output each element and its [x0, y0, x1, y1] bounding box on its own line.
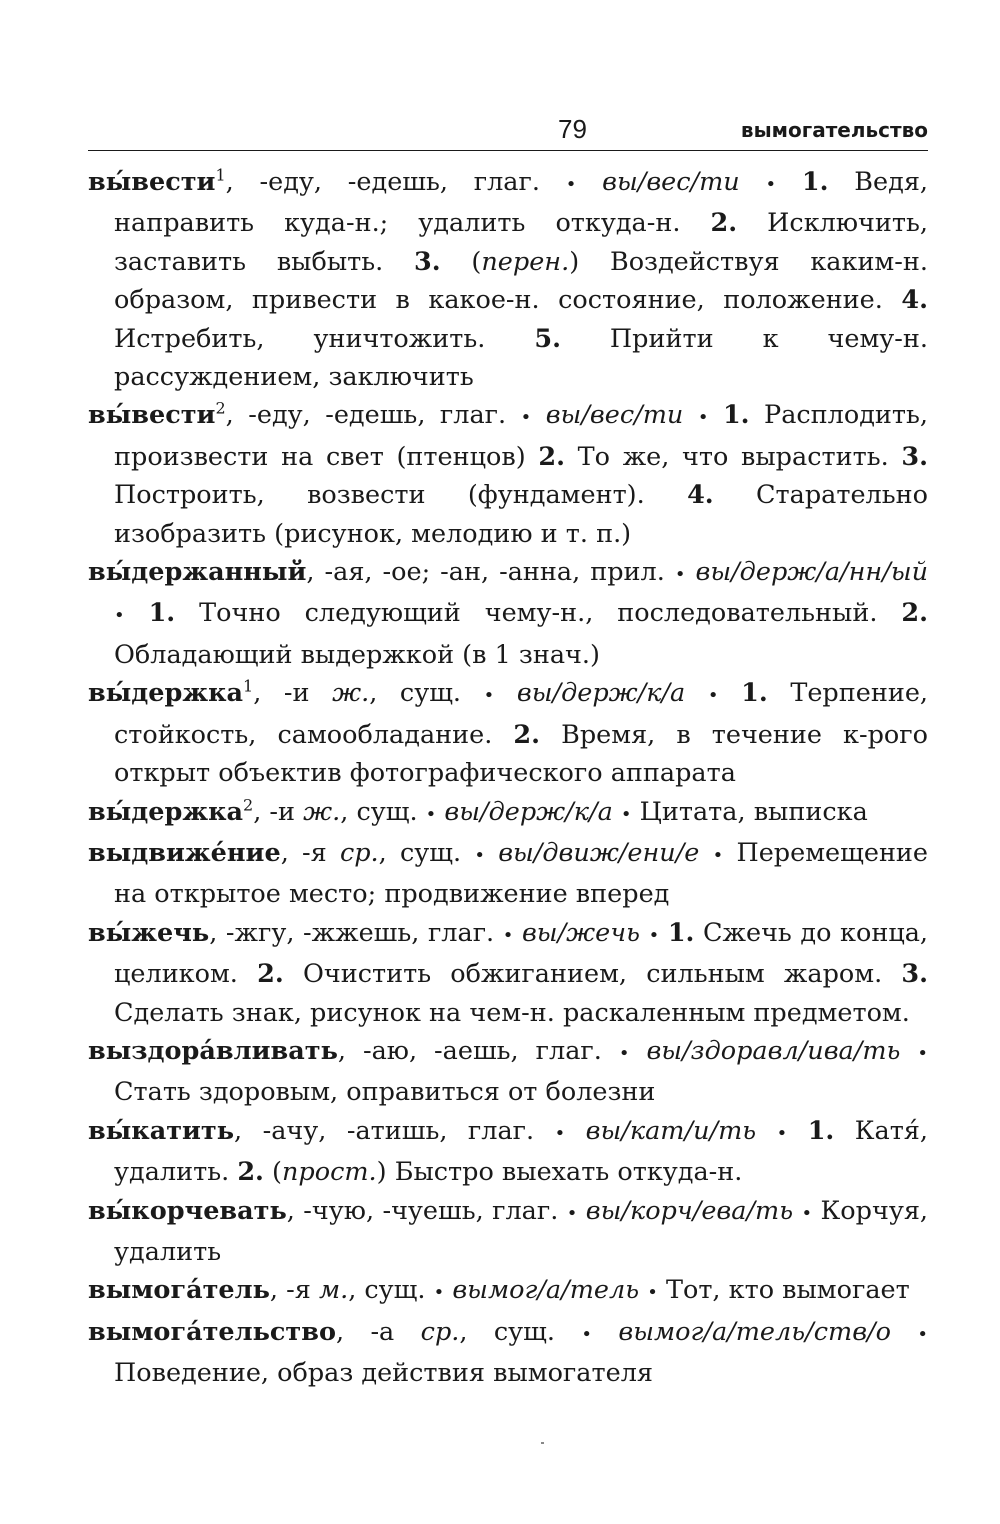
- headword: вы́жечь: [88, 917, 210, 948]
- headword: вы́держка: [88, 678, 244, 709]
- running-head: вымогательство: [740, 118, 928, 142]
- definition: Катя́, удалить.: [114, 1115, 928, 1188]
- bullet-icon: [713, 845, 724, 866]
- definition: Истребить, уничтожить.: [114, 323, 535, 354]
- definition: Перемещение на открытое место; продвижение вперед: [114, 837, 929, 910]
- grammar-forms: , -жгу, -жжешь, глаг.: [209, 917, 503, 948]
- morpheme-breakdown: вы/вес/ти: [602, 167, 740, 197]
- sense-number: 2.: [257, 959, 284, 990]
- definition: Воздействуя каким-н. образом, привести в какое-н. состояние, положение.: [114, 246, 928, 316]
- bullet-icon: [619, 1043, 630, 1064]
- definition: Терпение, стойкость, самообладание.: [114, 678, 929, 750]
- entry-vyderzhka-2: [88, 793, 928, 834]
- sense-number: 3.: [901, 441, 928, 472]
- gender-label: ср.: [420, 1316, 460, 1347]
- bullet-icon: [567, 1203, 578, 1224]
- bullet-icon: [675, 564, 686, 585]
- definition: Прийти к чему-н. рассуждением, заключить: [114, 323, 929, 393]
- entry-vyzhech: [88, 914, 928, 1032]
- bullet-icon: [503, 925, 514, 946]
- page-number: 79: [558, 114, 587, 144]
- gender-label: м.: [318, 1275, 349, 1306]
- definition: Исключить, заставить выбыть.: [114, 208, 928, 277]
- morpheme-breakdown: вы/держ/к/а: [444, 796, 613, 827]
- grammar-forms: , -ая, -ое; -ан, -анна, прил.: [306, 557, 675, 588]
- usage-note: перен.: [481, 246, 570, 277]
- grammar-forms: , сущ.: [378, 837, 475, 868]
- entry-vyderzhka-1: [88, 674, 928, 792]
- grammar-forms: , сущ.: [459, 1316, 582, 1347]
- morpheme-breakdown: вы/движ/ени/е: [498, 837, 700, 868]
- entry-vymogatel: [88, 1271, 928, 1312]
- sense-number: 4.: [901, 285, 928, 316]
- grammar-forms: , -чую, -чуешь, глаг.: [286, 1195, 567, 1226]
- bullet-icon: [581, 1324, 592, 1345]
- morpheme-breakdown: вы/держ/а/нн/ый: [695, 557, 929, 588]
- entry-vyvesti-1: вы́вести$^1$, -еду, -едешь, глаг. • вы/вес/ти • 1. Ведя, направить куда-н.; удалить откуда-н. 2. Исключить, заставить выбыть. 3. (перен.) Воздействуя каким-н. образом, привести в какое-н. состояние, положение. 4. Истребить, уничтожить. 5. Прийти к чему-н. рассуждением, заключить: [88, 163, 928, 396]
- bullet-icon: [649, 925, 660, 946]
- homonym-index: 2: [215, 398, 226, 418]
- sense-number: 1.: [148, 598, 176, 629]
- sense-number: 2.: [538, 441, 565, 472]
- headword: вы́держка: [88, 796, 244, 827]
- morpheme-breakdown: вы/вес/ти: [545, 400, 684, 431]
- sense-number: 1.: [741, 678, 768, 709]
- sense-number: 3.: [414, 246, 441, 277]
- gender-label: ср.: [339, 837, 379, 868]
- headword: вымога́тель: [88, 1275, 270, 1306]
- morpheme-breakdown: вы/жечь: [521, 917, 640, 948]
- definition: Корчуя, удалить: [114, 1195, 929, 1267]
- morpheme-breakdown: вы/здоравл/ива/ть: [646, 1035, 901, 1066]
- bullet-icon: [708, 685, 719, 706]
- headword: вы́корчевать: [88, 1195, 287, 1226]
- entry-vyderzhannyi: [88, 553, 928, 674]
- definition: Стать здоровым, оправиться от болезни: [114, 1077, 656, 1108]
- definition: Очистить обжиганием, сильным жаром.: [283, 959, 902, 990]
- entry-vymogatelstvo: [88, 1313, 928, 1393]
- bullet-icon: [114, 605, 125, 626]
- grammar-forms: , сущ.: [369, 678, 484, 709]
- bullet-icon: [426, 804, 437, 825]
- definition: Цитата, выписка: [631, 796, 868, 827]
- definition: Время, в течение к-рого открыт объектив фотографического аппарата: [114, 719, 928, 789]
- bullet-icon: [621, 804, 632, 825]
- headword: вы́вести: [88, 167, 216, 197]
- entry-list: [88, 163, 928, 1393]
- grammar-forms: , -я: [269, 1275, 319, 1306]
- grammar-forms: , -еду, -едешь, глаг.: [225, 167, 566, 197]
- bullet-icon: [484, 685, 495, 706]
- grammar-forms: , -и: [253, 796, 304, 827]
- sense-number: 2.: [710, 208, 738, 239]
- definition: Расплодить, произвести на свет (птенцов): [114, 400, 929, 472]
- definition: Быстро выехать откуда-н.: [386, 1157, 743, 1188]
- headword: вымога́тельство: [88, 1316, 336, 1347]
- homonym-index: 1: [215, 165, 226, 185]
- bullet-icon: [647, 1282, 658, 1303]
- sense-number: 1.: [807, 1115, 835, 1146]
- page-header: [88, 110, 928, 151]
- grammar-forms: , -еду, -едешь, глаг.: [225, 400, 521, 431]
- grammar-forms: , сущ.: [340, 796, 426, 827]
- grammar-forms: , -я: [280, 837, 340, 868]
- sense-number: 1.: [801, 167, 829, 197]
- print-speck: [541, 1442, 544, 1444]
- definition: Точно следующий чему-н., последовательный.: [175, 598, 902, 629]
- sense-number: 2.: [901, 598, 929, 629]
- definition: То же, что вырастить.: [564, 441, 902, 472]
- sense-number: 1.: [667, 917, 695, 948]
- definition: Тот, кто вымогает: [657, 1275, 910, 1306]
- usage-note: прост.: [282, 1157, 377, 1188]
- sense-number: 1.: [722, 400, 750, 431]
- entry-vyzdoravlivat: [88, 1032, 928, 1112]
- morpheme-breakdown: вымог/а/тель: [452, 1275, 640, 1306]
- homonym-index: 2: [243, 795, 254, 814]
- definition: Старательно изобразить (рисунок, мелодию и т. п.): [114, 480, 928, 549]
- bullet-icon: [521, 407, 532, 428]
- bullet-icon: [566, 174, 577, 195]
- bullet-icon: [777, 1123, 788, 1144]
- grammar-forms: , -ачу, -атишь, глаг.: [234, 1115, 555, 1146]
- morpheme-breakdown: вымог/а/тель/ств/о: [618, 1316, 891, 1347]
- bullet-icon: [434, 1282, 445, 1303]
- bullet-icon: [917, 1324, 928, 1345]
- sense-number: 2.: [237, 1157, 264, 1188]
- headword: выздора́вливать: [88, 1035, 338, 1066]
- morpheme-breakdown: вы/кат/и/ть: [585, 1115, 757, 1146]
- homonym-index: 1: [243, 676, 254, 696]
- headword: вы́держанный: [88, 557, 307, 588]
- bullet-icon: [698, 407, 709, 428]
- entry-vydvizhenie: [88, 834, 928, 914]
- sense-number: 2.: [513, 719, 541, 750]
- headword: выдвиже́ние: [88, 837, 281, 868]
- grammar-forms: , -а: [335, 1316, 421, 1347]
- bullet-icon: [474, 845, 485, 866]
- headword: вы́вести: [88, 400, 216, 431]
- grammar-forms: , -аю, -аешь, глаг.: [337, 1035, 619, 1066]
- morpheme-breakdown: вы/держ/к/а: [516, 678, 686, 709]
- bullet-icon: [917, 1043, 928, 1064]
- grammar-forms: , -и: [253, 678, 333, 709]
- entry-vykatit: вы́катить, -ачу, -атишь, глаг. • вы/кат/и/ть • 1. Катя́, удалить. 2. (прост.) Быстро выехать откуда-н.: [88, 1112, 928, 1192]
- definition: Поведение, образ действия вымогателя: [114, 1358, 653, 1389]
- entry-vykorchevat: [88, 1192, 928, 1272]
- entry-vyvesti-2: [88, 396, 928, 553]
- definition: Обладающий выдержкой (в 1 знач.): [114, 639, 600, 670]
- bullet-icon: [555, 1123, 566, 1144]
- grammar-forms: , сущ.: [348, 1275, 434, 1306]
- definition: Построить, возвести (фундамент).: [114, 480, 688, 511]
- gender-label: ж.: [332, 678, 370, 709]
- sense-number: 3.: [901, 959, 929, 990]
- headword: вы́катить: [88, 1115, 235, 1146]
- definition: Сжечь до конца, целиком.: [114, 917, 929, 990]
- definition: Сделать знак, рисунок на чем-н. раскаленным предметом.: [114, 997, 910, 1028]
- gender-label: ж.: [303, 796, 341, 827]
- morpheme-breakdown: вы/корч/ева/ть: [585, 1195, 794, 1226]
- sense-number: 5.: [534, 323, 561, 354]
- bullet-icon: [802, 1203, 813, 1224]
- definition: Ведя, направить куда-н.; удалить откуда-н.: [114, 167, 929, 239]
- sense-number: 4.: [687, 480, 714, 511]
- bullet-icon: [766, 174, 777, 195]
